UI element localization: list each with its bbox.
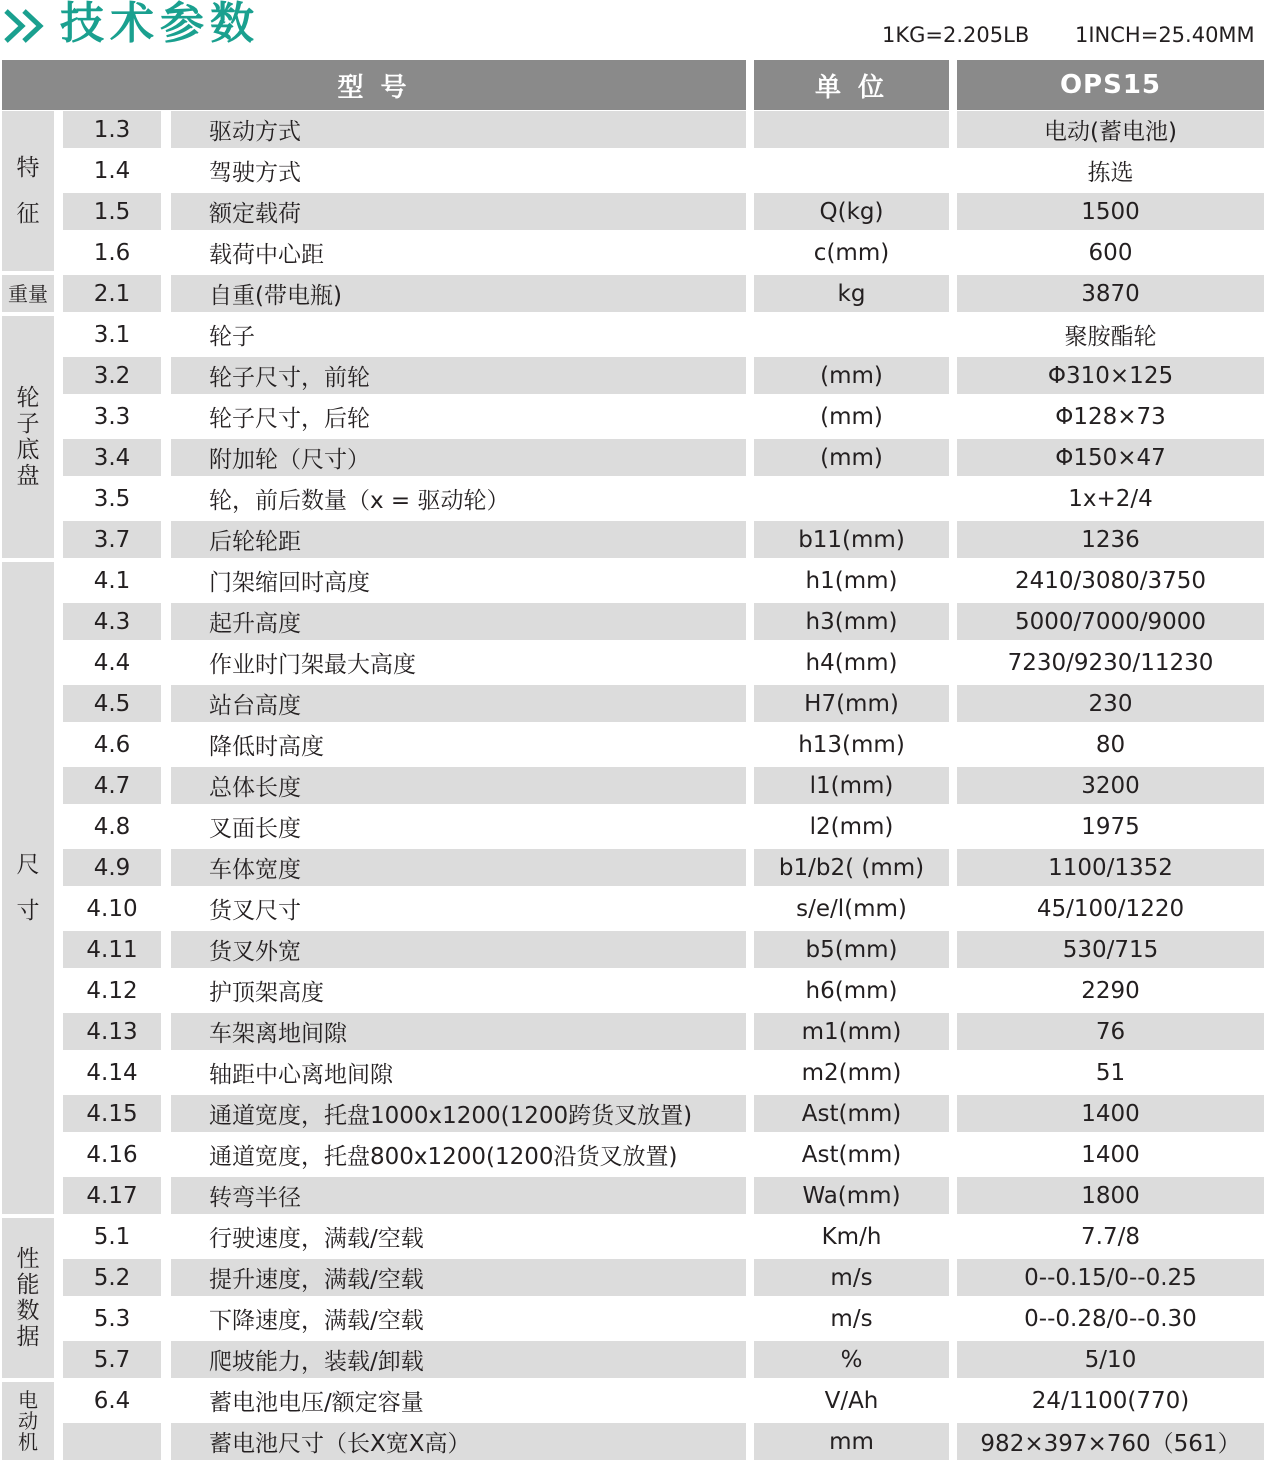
row-unit: H7(mm) xyxy=(754,685,949,722)
table-row xyxy=(63,890,1264,931)
row-number: 4.4 xyxy=(93,649,131,676)
row-number: 4.10 xyxy=(86,895,138,922)
row-value: 0--0.15/0--0.25 xyxy=(957,1259,1264,1296)
row-number: 5.3 xyxy=(93,1305,131,1332)
row-unit: (mm) xyxy=(754,357,949,394)
row-number: 4.8 xyxy=(93,813,131,840)
row-number: 4.7 xyxy=(63,767,161,804)
row-unit xyxy=(754,152,949,189)
row-description: 门架缩回时高度 xyxy=(209,570,370,596)
row-number: 4.3 xyxy=(63,603,161,640)
title-bar xyxy=(0,0,1264,58)
table-row xyxy=(63,1095,1264,1136)
table-row xyxy=(63,808,1264,849)
table-row xyxy=(63,1423,1264,1464)
row-unit: % xyxy=(754,1341,949,1378)
row-description: 轮，前后数量（x = 驱动轮） xyxy=(209,488,510,514)
row-number: 3.5 xyxy=(93,485,131,512)
row-description: 下降速度，满载/空载 xyxy=(209,1308,424,1334)
row-number: 1.6 xyxy=(93,239,131,266)
row-description: 轮子 xyxy=(209,324,255,350)
row-unit: m1(mm) xyxy=(754,1013,949,1050)
row-number: 4.6 xyxy=(93,731,131,758)
row-value: 聚胺酯轮 xyxy=(1064,324,1157,350)
row-value: 1236 xyxy=(957,521,1264,558)
page-title: 技术参数 xyxy=(60,0,260,49)
row-description: 车架离地间隙 xyxy=(171,1013,746,1050)
row-value: Φ128×73 xyxy=(1055,403,1166,430)
row-number: 3.4 xyxy=(63,439,161,476)
row-description: 轴距中心离地间隙 xyxy=(209,1062,393,1088)
row-value: Φ150×47 xyxy=(957,439,1264,476)
row-value: 5/10 xyxy=(957,1341,1264,1378)
row-value: 24/1100(770) xyxy=(1031,1387,1190,1414)
row-value: 3870 xyxy=(957,275,1264,312)
table-row xyxy=(63,726,1264,767)
row-unit: h3(mm) xyxy=(754,603,949,640)
row-number: 1.4 xyxy=(93,157,131,184)
row-value: 7.7/8 xyxy=(1081,1223,1140,1250)
row-description: 起升高度 xyxy=(171,603,746,640)
group-label-text: 重量 xyxy=(8,281,48,306)
row-value: 2290 xyxy=(1081,977,1140,1004)
row-unit: b5(mm) xyxy=(754,931,949,968)
row-unit: l2(mm) xyxy=(809,813,894,840)
group-label xyxy=(2,1218,54,1378)
row-description: 降低时高度 xyxy=(209,734,324,760)
row-description: 货叉外宽 xyxy=(171,931,746,968)
table-row xyxy=(63,1300,1264,1341)
row-description: 通道宽度，托盘1000x1200(1200跨货叉放置) xyxy=(171,1095,746,1132)
row-value: 1400 xyxy=(957,1095,1264,1132)
column-header-model-value: OPS15 xyxy=(957,60,1264,110)
group-label xyxy=(2,275,54,312)
table-row xyxy=(63,1341,1264,1382)
table-row xyxy=(63,316,1264,357)
row-value: 80 xyxy=(1095,731,1126,758)
row-number xyxy=(63,1423,161,1460)
row-description: 站台高度 xyxy=(171,685,746,722)
row-number: 4.13 xyxy=(63,1013,161,1050)
table-row xyxy=(63,1259,1264,1300)
group-label xyxy=(2,316,54,558)
row-description: 爬坡能力，装载/卸载 xyxy=(171,1341,746,1378)
column-header-model: 型 号 xyxy=(2,60,746,110)
table-row xyxy=(63,111,1264,152)
table-row xyxy=(63,767,1264,808)
row-unit: kg xyxy=(754,275,949,312)
group-label xyxy=(2,111,54,271)
row-description: 总体长度 xyxy=(171,767,746,804)
row-unit: h4(mm) xyxy=(805,649,898,676)
row-number: 4.1 xyxy=(93,567,131,594)
row-unit: h13(mm) xyxy=(798,731,905,758)
table-row xyxy=(63,1218,1264,1259)
table-row xyxy=(63,849,1264,890)
row-description: 驾驶方式 xyxy=(209,160,301,186)
row-description: 护顶架高度 xyxy=(209,980,324,1006)
row-description: 蓄电池电压/额定容量 xyxy=(209,1390,424,1416)
table-row xyxy=(63,357,1264,398)
row-unit: b11(mm) xyxy=(754,521,949,558)
row-value: 2410/3080/3750 xyxy=(1014,567,1207,594)
row-number: 4.11 xyxy=(63,931,161,968)
row-value: 45/100/1220 xyxy=(1036,895,1185,922)
row-unit: l1(mm) xyxy=(754,767,949,804)
row-number: 2.1 xyxy=(63,275,161,312)
table-row xyxy=(63,398,1264,439)
row-unit: m2(mm) xyxy=(801,1059,902,1086)
row-unit xyxy=(754,316,949,353)
row-value: 电动(蓄电池) xyxy=(957,111,1264,148)
group-label-text: 尺寸 xyxy=(16,852,40,924)
row-number: 4.5 xyxy=(63,685,161,722)
row-description: 车体宽度 xyxy=(171,849,746,886)
row-description: 载荷中心距 xyxy=(209,242,324,268)
table-row xyxy=(63,972,1264,1013)
table-row xyxy=(63,521,1264,562)
group-label-text: 性能数据 xyxy=(16,1246,40,1350)
row-unit: Wa(mm) xyxy=(754,1177,949,1214)
row-unit: h6(mm) xyxy=(805,977,898,1004)
row-value: 1975 xyxy=(1081,813,1140,840)
row-description: 行驶速度，满载/空载 xyxy=(209,1226,424,1252)
table-row xyxy=(63,562,1264,603)
table-row xyxy=(63,480,1264,521)
row-unit: Q(kg) xyxy=(754,193,949,230)
row-value: 1400 xyxy=(1081,1141,1140,1168)
row-value: 1100/1352 xyxy=(957,849,1264,886)
table-row xyxy=(63,1136,1264,1177)
row-unit: Km/h xyxy=(821,1223,882,1250)
table-row xyxy=(63,1177,1264,1218)
row-description: 驱动方式 xyxy=(171,111,746,148)
row-value: 530/715 xyxy=(957,931,1264,968)
row-number: 4.14 xyxy=(86,1059,138,1086)
row-unit: c(mm) xyxy=(813,239,890,266)
row-number: 3.3 xyxy=(93,403,131,430)
row-value: 1800 xyxy=(957,1177,1264,1214)
row-value: 1500 xyxy=(957,193,1264,230)
row-value: 1x+2/4 xyxy=(1068,485,1153,512)
table-row xyxy=(63,685,1264,726)
table-row xyxy=(63,1013,1264,1054)
row-value: Φ310×125 xyxy=(957,357,1264,394)
row-description: 提升速度，满载/空载 xyxy=(171,1259,746,1296)
row-number: 1.3 xyxy=(63,111,161,148)
row-number: 3.7 xyxy=(63,521,161,558)
row-value: 0--0.28/0--0.30 xyxy=(1024,1305,1197,1332)
row-number: 1.5 xyxy=(63,193,161,230)
row-number: 4.16 xyxy=(86,1141,138,1168)
row-number: 3.2 xyxy=(63,357,161,394)
row-description: 后轮轮距 xyxy=(171,521,746,558)
table-row xyxy=(63,1054,1264,1095)
group-label xyxy=(2,562,54,1214)
group-label-text: 轮子底盘 xyxy=(16,385,40,489)
row-value: 5000/7000/9000 xyxy=(957,603,1264,640)
row-description: 通道宽度，托盘800x1200(1200沿货叉放置) xyxy=(209,1144,678,1170)
table-row xyxy=(63,275,1264,316)
row-unit: Ast(mm) xyxy=(801,1141,902,1168)
row-value: 3200 xyxy=(957,767,1264,804)
row-number: 5.7 xyxy=(63,1341,161,1378)
row-number: 4.12 xyxy=(86,977,138,1004)
row-value: 7230/9230/11230 xyxy=(1007,649,1214,676)
row-value: 600 xyxy=(1088,239,1133,266)
row-number: 5.1 xyxy=(93,1223,131,1250)
group-label xyxy=(2,1382,54,1460)
row-number: 6.4 xyxy=(93,1387,131,1414)
row-unit: Ast(mm) xyxy=(754,1095,949,1132)
row-unit: (mm) xyxy=(820,403,883,430)
table-row xyxy=(63,931,1264,972)
row-description: 轮子尺寸，前轮 xyxy=(171,357,746,394)
row-unit xyxy=(754,111,949,148)
row-description: 轮子尺寸，后轮 xyxy=(209,406,370,432)
row-value: 拣选 xyxy=(1087,160,1134,186)
table-row xyxy=(63,439,1264,480)
row-description: 叉面长度 xyxy=(209,816,301,842)
group-label-text: 电动机 xyxy=(18,1387,38,1454)
row-value: 76 xyxy=(957,1013,1264,1050)
row-unit: b1/b2( (mm) xyxy=(754,849,949,886)
row-value: 51 xyxy=(1095,1059,1126,1086)
row-description: 转弯半径 xyxy=(171,1177,746,1214)
weight-conversion: 1KG=2.205LB xyxy=(882,23,1030,47)
table-row xyxy=(63,193,1264,234)
row-description: 蓄电池尺寸（长X宽X高） xyxy=(171,1423,746,1460)
row-description: 自重(带电瓶) xyxy=(171,275,746,312)
row-unit: h1(mm) xyxy=(805,567,898,594)
double-chevron-right-icon xyxy=(2,8,50,44)
row-number: 5.2 xyxy=(63,1259,161,1296)
row-number: 4.15 xyxy=(63,1095,161,1132)
table-row xyxy=(63,603,1264,644)
row-number: 3.1 xyxy=(93,321,131,348)
column-header-unit: 单 位 xyxy=(754,60,949,110)
row-description: 货叉尺寸 xyxy=(209,898,301,924)
row-description: 附加轮（尺寸） xyxy=(171,439,746,476)
group-label-text: 特征 xyxy=(16,155,40,227)
row-description: 作业时门架最大高度 xyxy=(209,652,416,678)
row-unit: s/e/l(mm) xyxy=(796,895,907,922)
row-number: 4.9 xyxy=(63,849,161,886)
table-row xyxy=(63,234,1264,275)
row-unit: mm xyxy=(754,1423,949,1460)
row-unit xyxy=(754,480,949,517)
row-number: 4.17 xyxy=(63,1177,161,1214)
row-description: 额定载荷 xyxy=(171,193,746,230)
row-unit: m/s xyxy=(830,1305,873,1332)
table-row xyxy=(63,152,1264,193)
row-unit: V/Ah xyxy=(824,1387,879,1414)
row-value: 230 xyxy=(957,685,1264,722)
table-row xyxy=(63,644,1264,685)
row-value: 982×397×760（561） xyxy=(957,1423,1264,1460)
length-conversion: 1INCH=25.40MM xyxy=(1075,23,1255,47)
row-unit: m/s xyxy=(754,1259,949,1296)
table-row xyxy=(63,1382,1264,1423)
row-unit: (mm) xyxy=(754,439,949,476)
